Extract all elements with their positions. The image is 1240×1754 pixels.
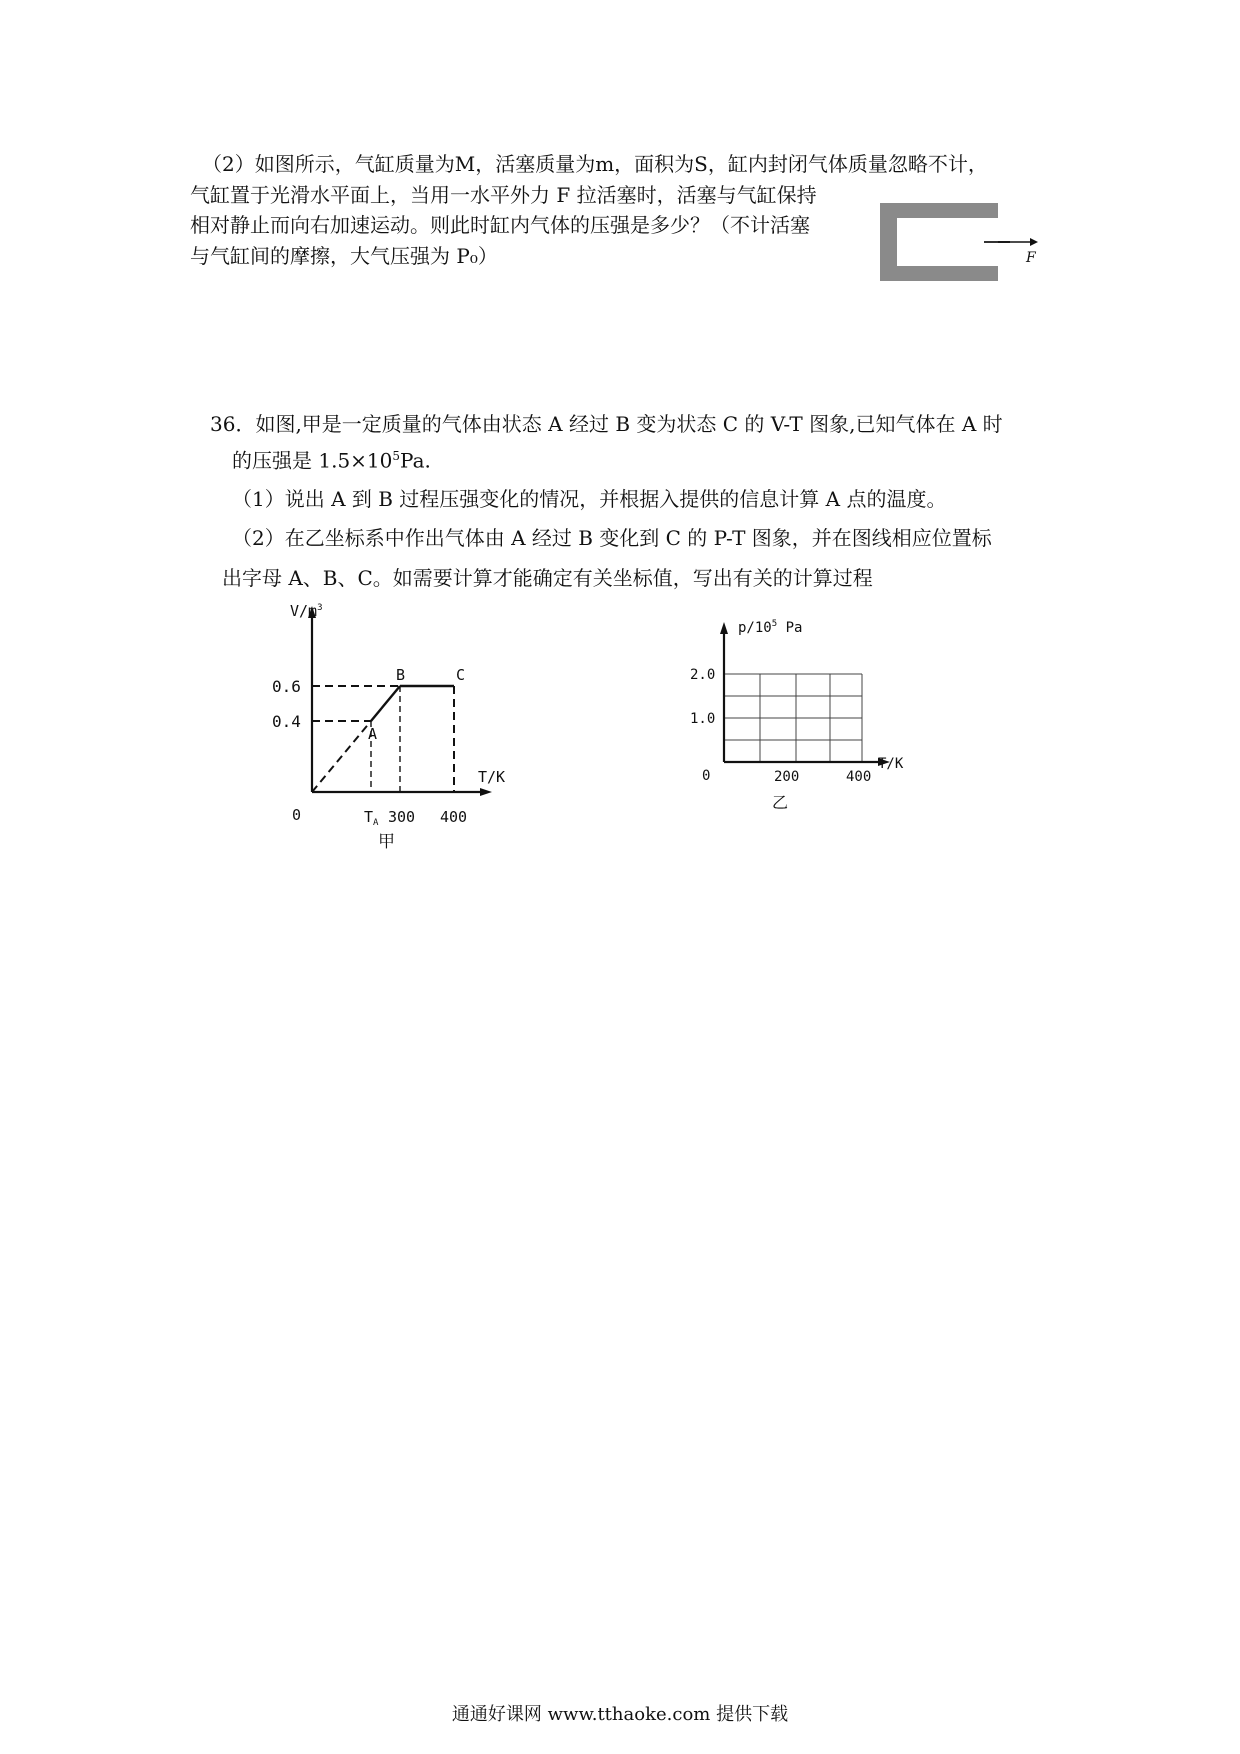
- yi-x-axis-label: T/K: [878, 756, 904, 772]
- figure-yi-pt-grid: [690, 608, 930, 828]
- jia-x-tick-400: 400: [440, 808, 468, 826]
- jia-point-B: B: [396, 666, 406, 684]
- yi-x-tick-200: 200: [774, 769, 800, 785]
- jia-y-tick-06: 0.6: [272, 677, 301, 696]
- yi-y-tick-10: 1.0: [690, 711, 716, 727]
- jia-point-A: A: [368, 725, 378, 743]
- q36-line2: [232, 442, 431, 475]
- q36-sub1: （1）说出 A 到 B 过程压强变化的情况，并根据入提供的信息计算 A 点的温度。: [232, 487, 947, 511]
- yi-y-axis-label: $p/10^5$ Pa: [738, 619, 803, 636]
- figure-jia-vt-graph: [270, 600, 530, 860]
- force-arrow-head: [1030, 238, 1038, 246]
- yi-y-arrow: [720, 622, 728, 634]
- jia-origin-label: 0: [292, 806, 302, 824]
- jia-y-tick-04: 0.4: [272, 712, 301, 731]
- jia-point-C: C: [456, 666, 466, 684]
- yi-grid: [724, 674, 862, 762]
- q35-part2-line3: 相对静止而向右加速运动。则此时缸内气体的压强是多少？（不计活塞: [190, 213, 810, 237]
- jia-origin-to-A: [312, 721, 371, 792]
- cylinder-piston-figure: [880, 200, 1050, 290]
- q36-line2-prefix: 的压强是 1.5×10: [232, 448, 393, 473]
- page-footer: 通通好课网 www.tthaoke.com 提供下载: [451, 1704, 789, 1725]
- yi-caption: 乙: [772, 793, 789, 812]
- q35-part2-line1: （2）如图所示，气缸质量为M，活塞质量为m，面积为S，缸内封闭气体质量忽略不计，: [202, 152, 988, 176]
- q35-part2-line2: 气缸置于光滑水平面上，当用一水平外力 F 拉活塞时，活塞与气缸保持: [190, 183, 817, 207]
- jia-y-axis-label: $V/m^3$: [290, 602, 323, 620]
- q36-sub2-line2: 出字母 A、B、C。如需要计算才能确定有关坐标值，写出有关的计算过程: [222, 566, 873, 590]
- jia-x-axis-label: T/K: [478, 768, 506, 786]
- cylinder-body: [880, 203, 998, 281]
- yi-x-tick-400: 400: [846, 769, 872, 785]
- jia-x-tick-300: 300: [388, 808, 416, 826]
- q36-line2-suffix: Pa.: [400, 448, 431, 473]
- jia-x-arrow: [480, 788, 492, 796]
- q35-part2-line4: 与气缸间的摩擦，大气压强为 P₀）: [190, 244, 498, 268]
- jia-x-tick-TA: $T_A$: [364, 808, 379, 828]
- q36-line1: 36．如图,甲是一定质量的气体由状态 A 经过 B 变为状态 C 的 V-T 图象,已知气体在 A 时: [210, 412, 1003, 436]
- jia-line-AB: [371, 686, 400, 721]
- q36-line2-sup: 5: [392, 449, 401, 463]
- force-label: F: [1026, 250, 1036, 266]
- yi-origin-label: 0: [702, 768, 711, 784]
- yi-y-tick-20: 2.0: [690, 667, 716, 683]
- q36-sub2-line1: （2）在乙坐标系中作出气体由 A 经过 B 变化到 C 的 P-T 图象，并在图线相应位置标: [232, 526, 992, 550]
- jia-caption: 甲: [378, 832, 395, 852]
